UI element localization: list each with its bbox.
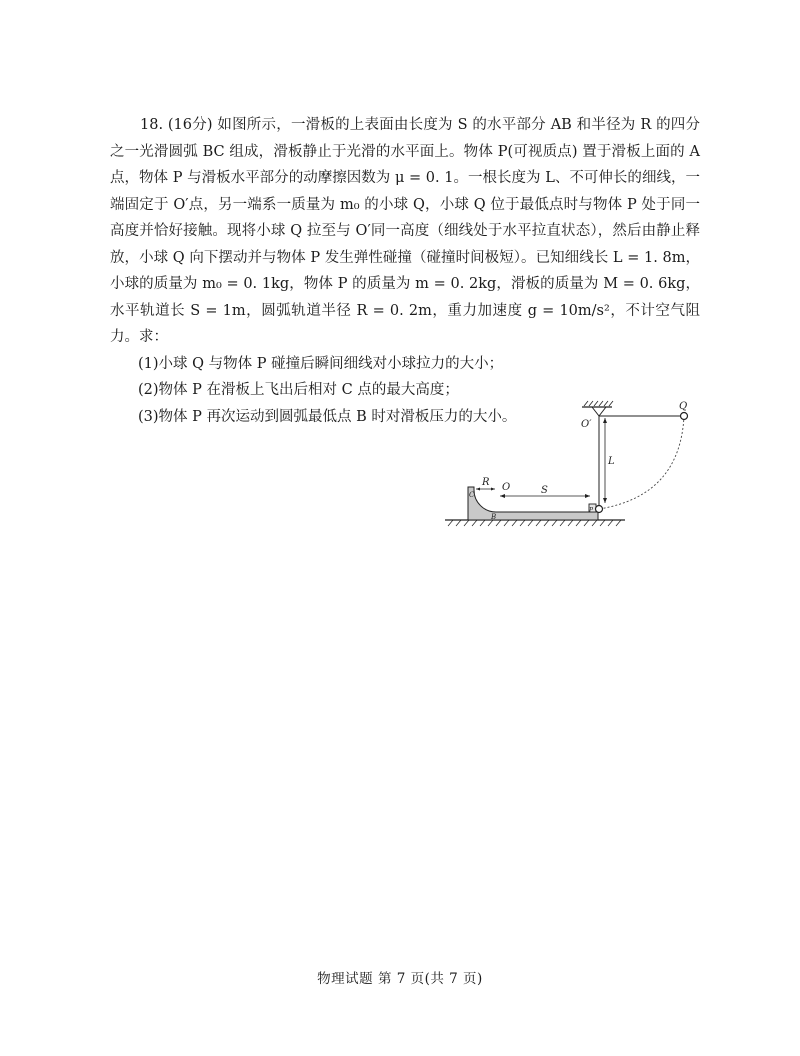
question-2: (2)物体 P 在滑板上飞出后相对 C 点的最大高度； bbox=[138, 382, 459, 398]
label-q: Q bbox=[679, 401, 688, 412]
slide-board bbox=[468, 487, 598, 520]
ceiling-support bbox=[582, 401, 613, 416]
ball-q-start bbox=[681, 413, 688, 420]
label-o-prime: O′ bbox=[581, 419, 592, 430]
question-3: (3)物体 P 再次运动到圆弧最低点 B 时对滑板压力的大小。 bbox=[138, 408, 517, 425]
ball-q-bottom bbox=[596, 506, 603, 513]
problem-statement: 18. (16分) 如图所示，一滑板的上表面由长度为 S 的水平部分 AB 和半径为 R 的四分之一光滑圆弧 BC 组成，滑板静止于光滑的水平面上。物体 P(可视质点) 置于滑板上面的 A 点，物体 P 与滑板水平部分的动摩擦因数为 μ = 0. 1。一根长度为 L、不可伸长的细线，一端固定于 O′点，另一端系一质量为 m₀ 的小球 Q，小球 Q 位于最低点时与物体 P 处于同一高度并恰好接触。现将小球 Q 拉至与 O′同一高度（细线处于水平拉直状态），然后由静止释放，小球 Q 向下摆动并与物体 P 发生弹性碰撞（碰撞时间极短）。已知细线长 L = 1. 8m，小球的质量为 m₀ = 0. 1kg，物体 P 的质量为 m = 0. 2kg，滑板的质量为 M = 0. 6kg，水平轨道长 S = 1m，圆弧轨道半径 R = 0. 2m，重力加速度 g = 10m/s²，不计空气阻力。求： bbox=[110, 117, 700, 345]
label-r: R bbox=[482, 477, 490, 488]
label-o: O bbox=[502, 482, 511, 493]
length-dimension bbox=[603, 418, 607, 503]
question-1: (1)小球 Q 与物体 P 碰撞后瞬间细线对小球拉力的大小； bbox=[138, 355, 504, 372]
label-s: S bbox=[541, 485, 548, 496]
page-footer: 物理试题 第 7 页(共 7 页) bbox=[317, 971, 483, 987]
physics-diagram bbox=[440, 396, 688, 532]
ground bbox=[445, 520, 625, 526]
label-c: C bbox=[469, 491, 475, 499]
label-l: L bbox=[608, 456, 615, 467]
label-b: B bbox=[491, 513, 497, 521]
problem-18 bbox=[110, 112, 700, 430]
label-p: P bbox=[589, 507, 594, 514]
